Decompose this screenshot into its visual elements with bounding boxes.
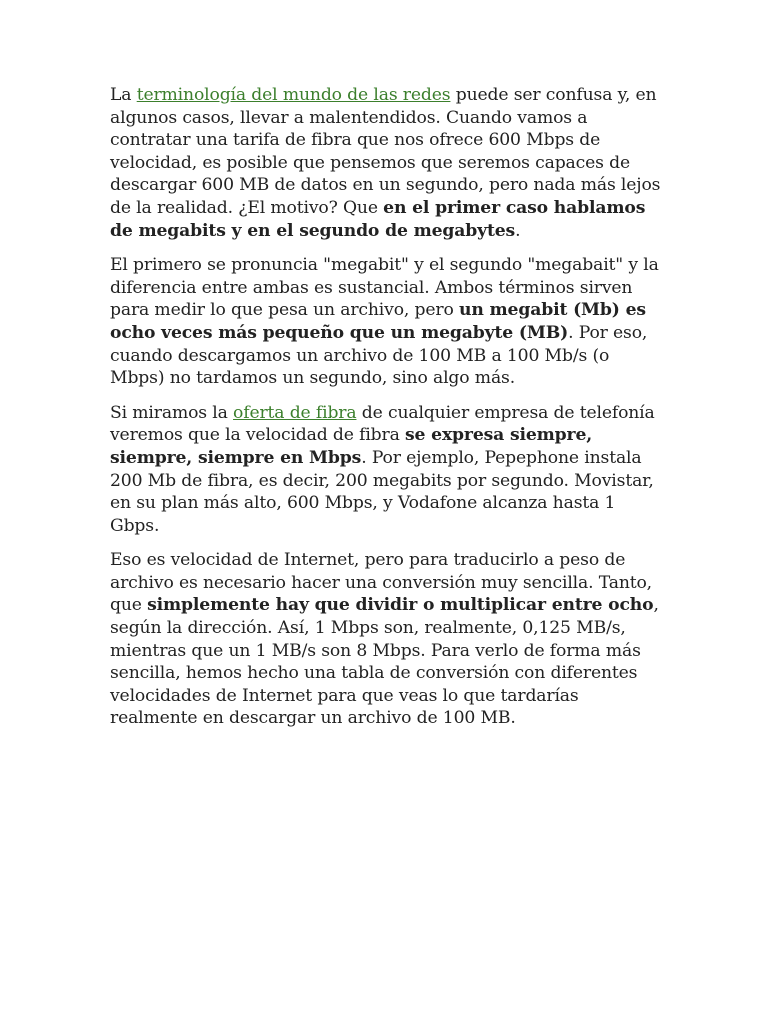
text-segment: . xyxy=(515,220,521,241)
link-oferta-fibra[interactable]: oferta de fibra xyxy=(233,402,357,423)
paragraph-2 xyxy=(110,254,666,390)
bold-segment: simplemente hay que dividir o multiplicar entre ocho xyxy=(147,595,654,616)
text-segment: . Por eso, cuando descargamos un archivo de 100 MB a 100 Mb/s (o Mbps) no tardamos un segundo, sino algo más. xyxy=(110,322,648,389)
text-segment: puede ser confusa y, en algunos casos, llevar a malentendidos. Cuando vamos a contratar una tarifa de fibra que nos ofrece 600 Mbps de velocidad, es posible que pensemos que seremos capaces de descargar 600 MB de datos en un segundo, pero nada más lejos de la realidad. ¿El motivo? Que xyxy=(110,85,661,218)
bold-segment: un megabit (Mb) es ocho veces más pequeño que un megabyte (MB) xyxy=(110,300,646,343)
text-segment: El primero se pronuncia "megabit" y el segundo "megabait" y la diferencia entre ambas es sustancial. Ambos términos sirven para medir lo que pesa un archivo, pero xyxy=(110,255,659,321)
text-segment: Eso es velocidad de Internet, pero para traducirlo a peso de archivo es necesario hacer una conversión muy sencilla. Tanto, que xyxy=(110,550,653,616)
paragraph-3 xyxy=(110,402,666,538)
text-segment: Si miramos la xyxy=(110,402,234,423)
paragraph-1 xyxy=(110,84,666,242)
paragraph-4 xyxy=(110,549,666,730)
bold-segment: se expresa siempre, siempre, siempre en Mbps xyxy=(110,425,593,468)
link-terminologia-redes[interactable]: terminología del mundo de las redes xyxy=(136,85,451,105)
text-segment: , según la dirección. Así, 1 Mbps son, realmente, 0,125 MB/s, mientras que un 1 MB/s son 8 Mbps. Para verlo de forma más sencilla, hemos hecho una tabla de conversión con diferentes velocidades de Internet para que veas lo que tardarías realmente en descargar un archivo de 100 MB. xyxy=(110,595,659,729)
text-segment: de cualquier empresa de telefonía veremos que la velocidad de fibra xyxy=(110,402,655,446)
text-segment: La xyxy=(110,85,137,105)
bold-segment: en el primer caso hablamos de megabits y en el segundo de megabytes xyxy=(110,197,646,241)
text-segment: . Por ejemplo, Pepephone instala 200 Mb de fibra, es decir, 200 megabits por segundo. Movistar, en su plan más alto, 600 Mbps, y Vodafone alcanza hasta 1 Gbps. xyxy=(110,447,654,536)
article-body xyxy=(110,84,666,742)
